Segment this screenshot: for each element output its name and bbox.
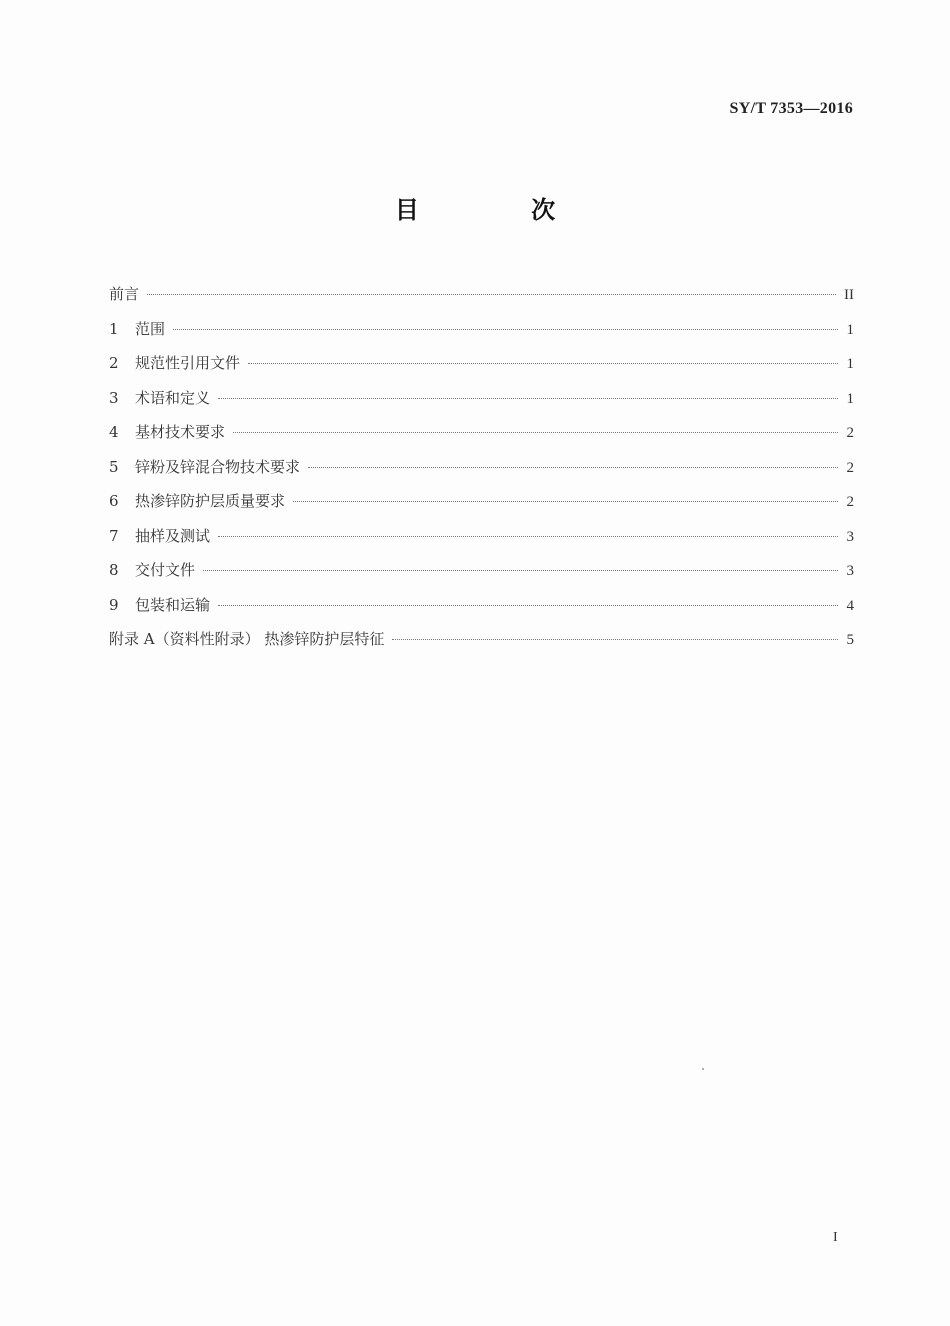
toc-entry-number: 2: [109, 354, 119, 372]
toc-entry-label: 术语和定义: [135, 388, 211, 407]
toc-entry-label: 前言: [109, 285, 140, 303]
toc-entry-page: 1: [846, 390, 854, 407]
toc-entry-page: 2: [846, 459, 854, 476]
dot-leader: [233, 432, 838, 433]
toc-entry-label: 范围: [135, 319, 166, 338]
toc-entry[interactable]: [109, 490, 854, 525]
toc-entry-page: 1: [846, 321, 854, 338]
toc-entry-label: 热渗锌防护层质量要求: [135, 492, 286, 510]
toc-entry-label: 锌粉及锌混合物技术要求: [135, 457, 301, 476]
toc-entry-number: 9: [109, 595, 119, 614]
toc-entry[interactable]: [109, 387, 854, 422]
toc-entry[interactable]: [109, 456, 854, 491]
toc-entry-label: 基材技术要求: [135, 423, 226, 441]
table-of-contents: [109, 283, 854, 663]
toc-entry[interactable]: [109, 421, 854, 456]
dot-leader: [218, 536, 838, 537]
toc-entry-page: 5: [846, 632, 854, 648]
toc-entry[interactable]: [109, 628, 854, 663]
toc-entry[interactable]: [109, 594, 854, 629]
toc-entry-label: 交付文件: [135, 561, 196, 579]
toc-entry-number: 4: [109, 423, 119, 441]
toc-entry[interactable]: [109, 283, 854, 318]
toc-entry-label: 抽样及测试: [135, 526, 211, 545]
page-title: 目 次: [394, 196, 608, 224]
page-number: I: [833, 1230, 838, 1245]
toc-entry[interactable]: [109, 352, 854, 387]
toc-entry-page: 3: [846, 563, 854, 579]
toc-entry-number: 1: [109, 319, 119, 338]
toc-entry[interactable]: [109, 525, 854, 560]
dot-leader: [173, 329, 838, 330]
scan-speck: [702, 1068, 704, 1070]
dot-leader: [218, 605, 838, 606]
toc-entry-number: 5: [109, 457, 119, 476]
toc-entry-page: 4: [846, 597, 854, 614]
dot-leader: [218, 398, 838, 399]
toc-entry-label: 规范性引用文件: [135, 354, 241, 372]
toc-entry-number: 7: [109, 526, 119, 545]
toc-entry[interactable]: [109, 559, 854, 594]
toc-entry-number: 6: [109, 492, 119, 510]
dot-leader: [293, 501, 838, 502]
toc-entry-page: 2: [846, 494, 854, 510]
dot-leader: [392, 639, 838, 640]
toc-entry-label: 包装和运输: [135, 595, 211, 614]
toc-entry-number: 3: [109, 388, 119, 407]
toc-entry-page: 3: [846, 528, 854, 545]
toc-entry-page: 1: [846, 356, 854, 372]
toc-entry[interactable]: [109, 318, 854, 353]
dot-leader: [203, 570, 838, 571]
dot-leader: [248, 363, 838, 364]
toc-entry-label: 附录 A（资料性附录） 热渗锌防护层特征: [109, 630, 385, 648]
dot-leader: [308, 467, 838, 468]
toc-entry-page: II: [844, 287, 854, 303]
standard-code: SY/T 7353—2016: [729, 100, 853, 117]
toc-entry-number: 8: [109, 561, 119, 579]
toc-entry-page: 2: [846, 425, 854, 441]
dot-leader: [147, 294, 836, 295]
